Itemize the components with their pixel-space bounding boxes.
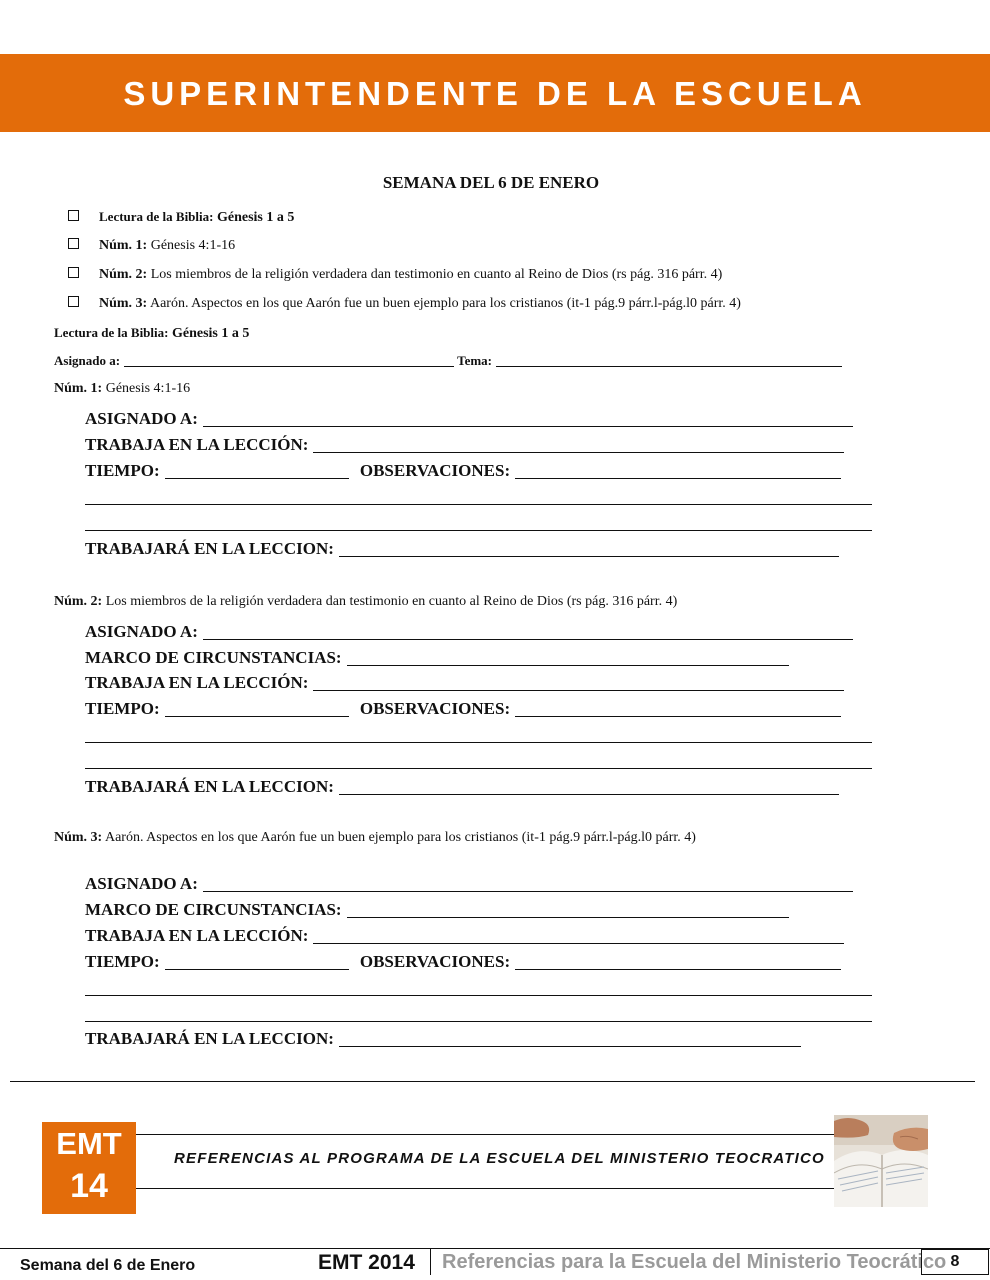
observations-field[interactable] <box>515 463 841 479</box>
time-field[interactable] <box>165 954 349 970</box>
blank-line[interactable] <box>85 995 872 996</box>
works-on-field[interactable] <box>313 675 844 691</box>
assigned-row: ASIGNADO A: <box>85 409 853 429</box>
checkbox[interactable] <box>68 267 79 278</box>
checklist-item[interactable]: Núm. 2: Los miembros de la religión verdadera dan testimonio en cuanto al Reino de Dios (rs pág. 316 párr. 4) <box>68 267 722 283</box>
divider <box>136 1188 834 1189</box>
checklist-item[interactable]: Núm. 3: Aarón. Aspectos en los que Aarón fue un buen ejemplo para los cristianos (it-1 pág.9 párr.l-pág.l0 párr. 4) <box>68 296 741 312</box>
will-work-row: TRABAJARÁ EN LA LECCION: <box>85 777 839 797</box>
time-row: TIEMPO: OBSERVACIONES: <box>85 699 841 719</box>
works-on-row: TRABAJA EN LA LECCIÓN: <box>85 673 844 693</box>
header-banner <box>0 54 990 132</box>
works-on-field[interactable] <box>313 928 844 944</box>
will-work-field[interactable] <box>339 779 839 795</box>
footer-title: Referencias para la Escuela del Ministerio Teocrático <box>442 1251 947 1273</box>
section-heading: Núm. 3: Aarón. Aspectos en los que Aarón fue un buen ejemplo para los cristianos (it-1 pág.9 párr.l-pág.l0 párr. 4) <box>54 830 696 845</box>
works-on-field[interactable] <box>313 437 844 453</box>
time-row: TIEMPO: OBSERVACIONES: <box>85 952 841 972</box>
page-number: 8 <box>921 1249 989 1275</box>
references-banner-text: REFERENCIAS AL PROGRAMA DE LA ESCUELA DEL MINISTERIO TEOCRATICO <box>174 1150 825 1167</box>
time-field[interactable] <box>165 701 349 717</box>
page-title: SUPERINTENDENTE DE LA ESCUELA <box>123 75 867 112</box>
section-heading: Núm. 1: Génesis 4:1-16 <box>54 381 191 396</box>
footer-emt: EMT 2014 <box>318 1251 415 1274</box>
footer-separator <box>430 1249 431 1275</box>
checkbox[interactable] <box>68 210 79 221</box>
setting-row: MARCO DE CIRCUNSTANCIAS: <box>85 648 789 668</box>
blank-line[interactable] <box>85 504 872 505</box>
section-heading: Núm. 2: Los miembros de la religión verdadera dan testimonio en cuanto al Reino de Dios (rs pág. 316 párr. 4) <box>54 594 678 609</box>
blank-line[interactable] <box>85 1021 872 1022</box>
emt-badge: EMT 14 <box>42 1122 136 1214</box>
divider <box>136 1134 834 1135</box>
checkbox[interactable] <box>68 238 79 249</box>
setting-row: MARCO DE CIRCUNSTANCIAS: <box>85 900 789 920</box>
works-on-row: TRABAJA EN LA LECCIÓN: <box>85 926 844 946</box>
time-row: TIEMPO: OBSERVACIONES: <box>85 461 841 481</box>
observations-field[interactable] <box>515 954 841 970</box>
divider <box>10 1081 975 1082</box>
bible-reading-photo <box>834 1115 928 1207</box>
will-work-field[interactable] <box>339 1031 801 1047</box>
time-field[interactable] <box>165 463 349 479</box>
will-work-row: TRABAJARÁ EN LA LECCION: <box>85 1029 801 1049</box>
observations-field[interactable] <box>515 701 841 717</box>
page-footer <box>0 1248 990 1279</box>
checklist-item[interactable]: Núm. 1: Génesis 4:1-16 <box>68 238 235 254</box>
will-work-field[interactable] <box>339 541 839 557</box>
bible-reading-assignment <box>54 353 842 370</box>
assigned-field[interactable] <box>124 354 454 367</box>
setting-field[interactable] <box>347 650 789 666</box>
will-work-row: TRABAJARÁ EN LA LECCION: <box>85 539 839 559</box>
assigned-label: Asignado a: <box>54 353 121 368</box>
bible-reading-heading: Lectura de la Biblia: Génesis 1 a 5 <box>54 325 250 341</box>
assigned-field[interactable] <box>203 624 853 640</box>
checkbox[interactable] <box>68 296 79 307</box>
blank-line[interactable] <box>85 530 872 531</box>
checklist-item[interactable]: Lectura de la Biblia: Génesis 1 a 5 <box>68 209 294 226</box>
works-on-row: TRABAJA EN LA LECCIÓN: <box>85 435 844 455</box>
assigned-field[interactable] <box>203 411 853 427</box>
assigned-field[interactable] <box>203 876 853 892</box>
footer-week: Semana del 6 de Enero <box>20 1257 196 1274</box>
assigned-row: ASIGNADO A: <box>85 622 853 642</box>
blank-line[interactable] <box>85 742 872 743</box>
blank-line[interactable] <box>85 768 872 769</box>
assigned-row: ASIGNADO A: <box>85 874 853 894</box>
topic-field[interactable] <box>496 354 842 367</box>
week-title: SEMANA DEL 6 DE ENERO <box>382 173 600 192</box>
setting-field[interactable] <box>347 902 789 918</box>
topic-label: Tema: <box>457 353 493 368</box>
